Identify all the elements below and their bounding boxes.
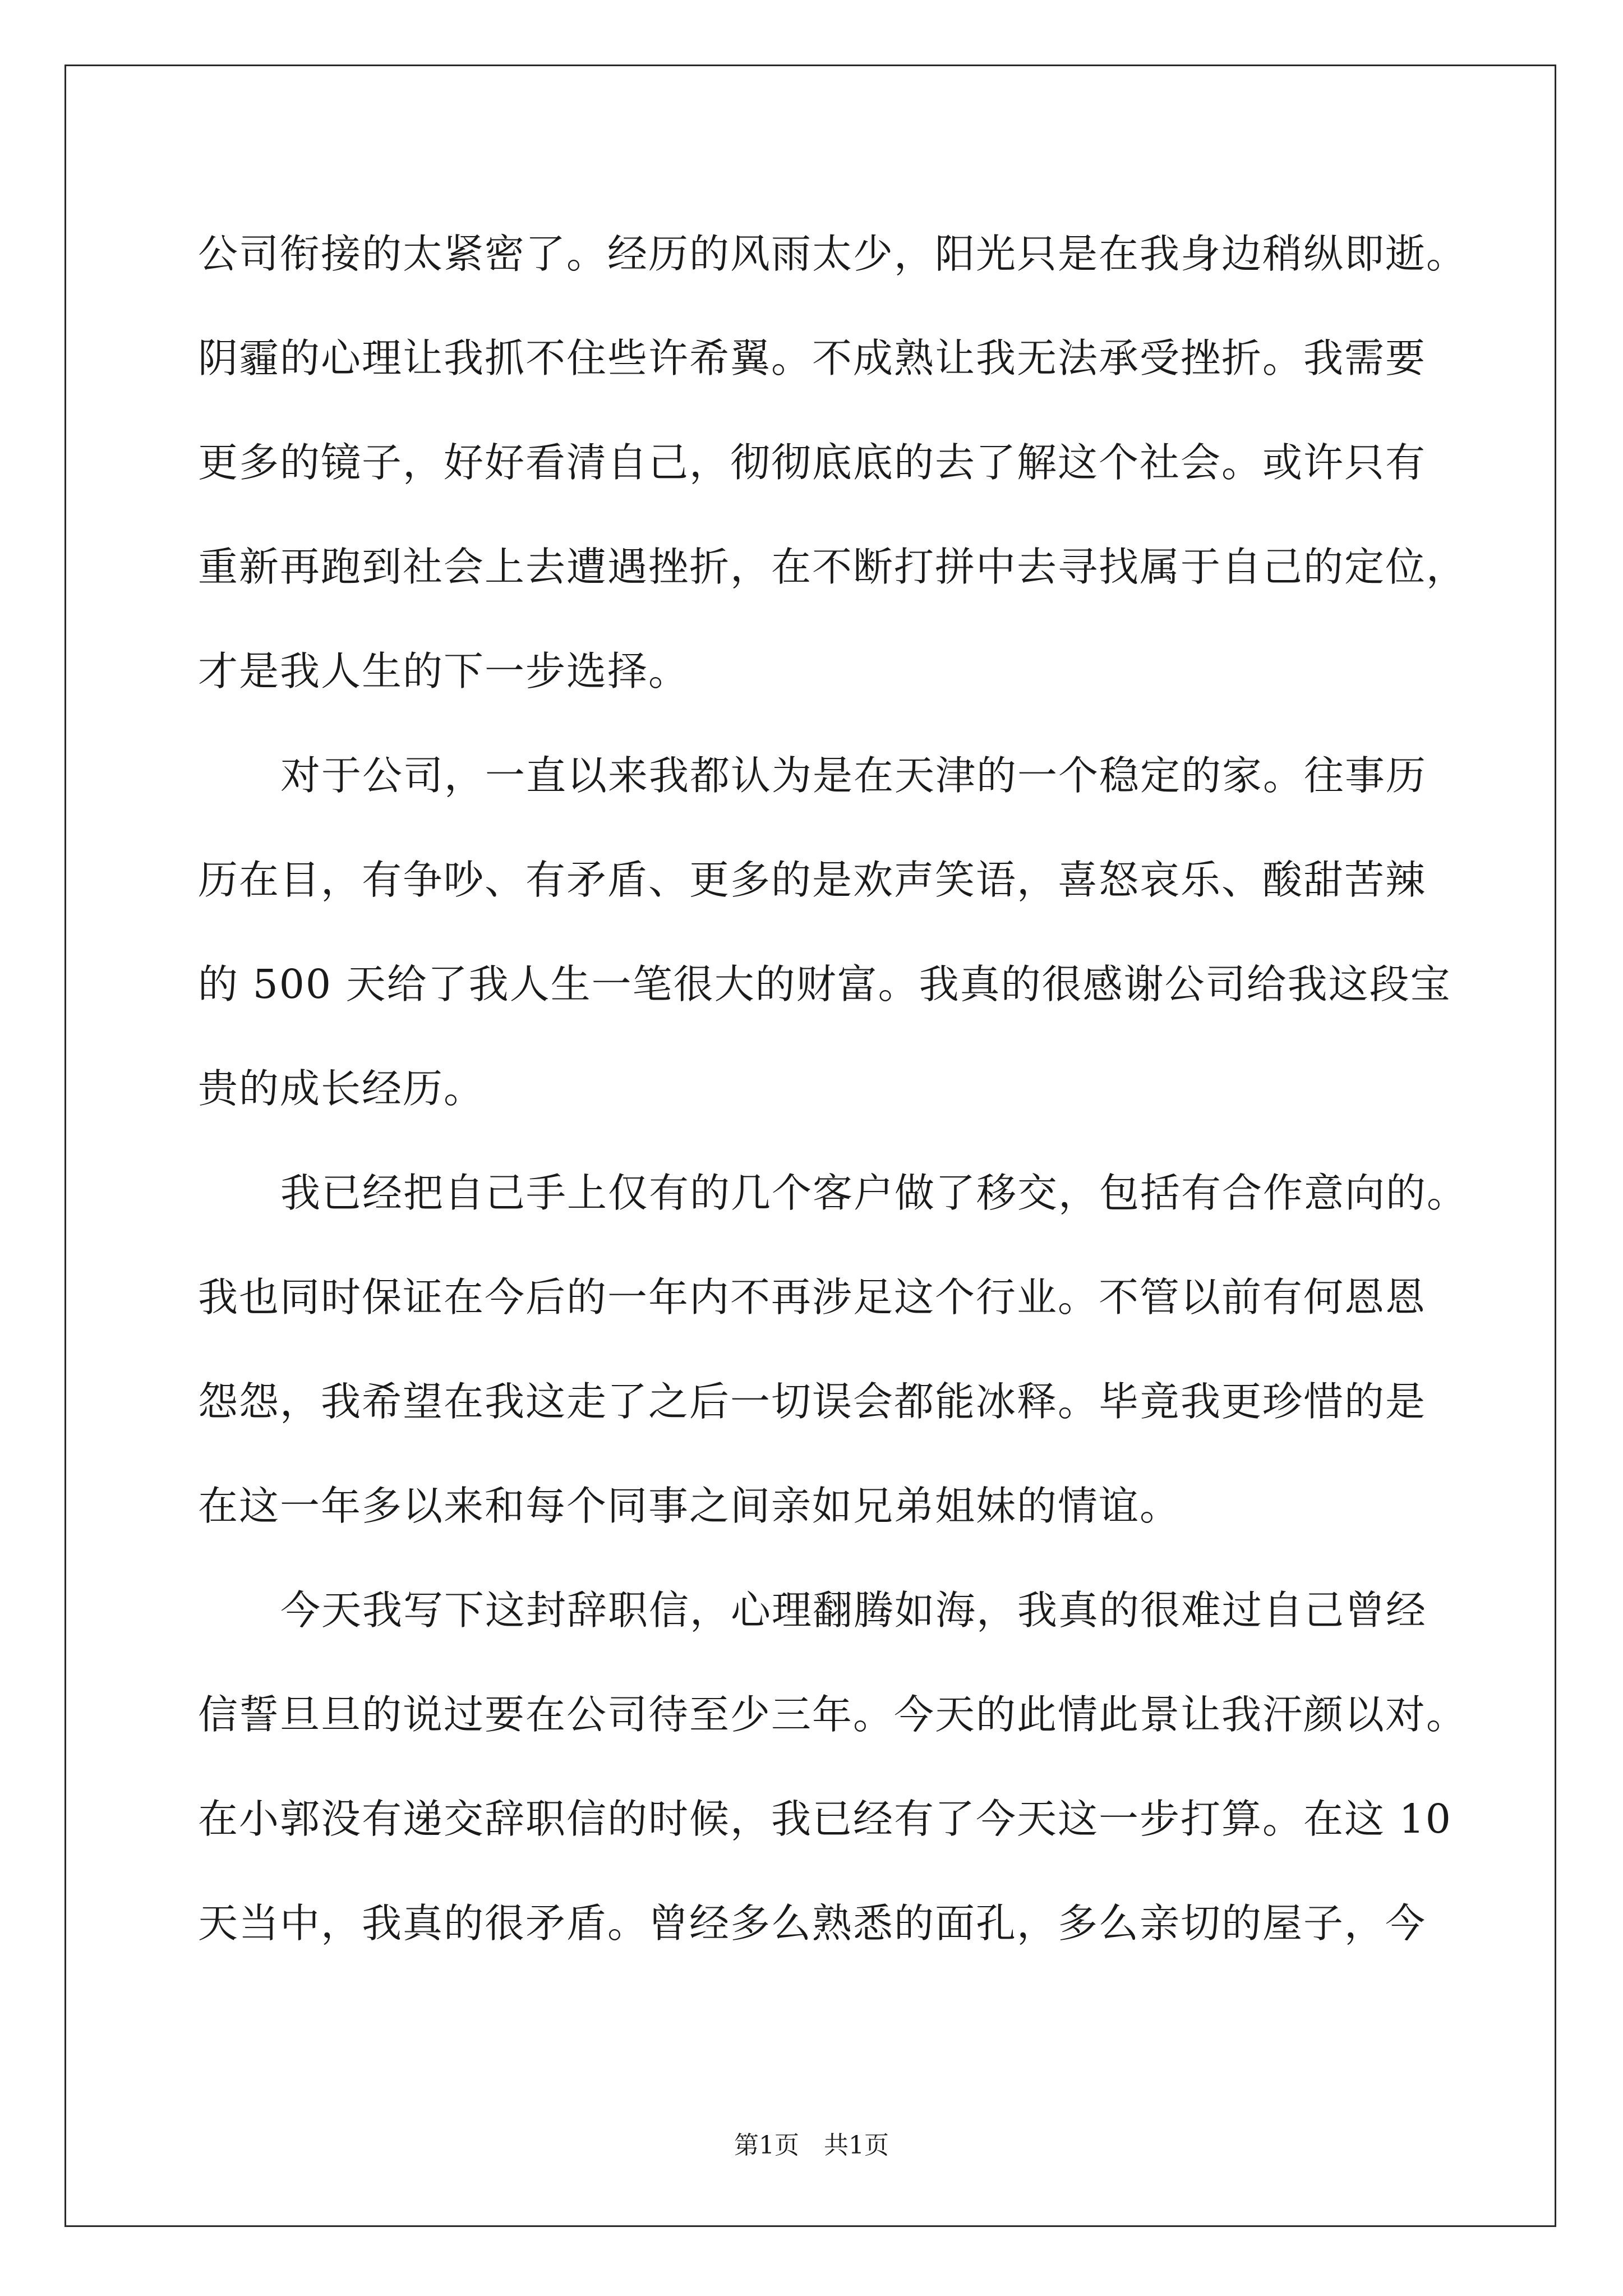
text-line: 才是我人生的下一步选择。 — [198, 648, 690, 694]
text-line: 历在目，有争吵、有矛盾、更多的是欢声笑语，喜怒哀乐、酸甜苦辣 — [198, 857, 1427, 903]
paragraph-1 — [198, 202, 1468, 724]
text-line: 天当中，我真的很矛盾。曾经多么熟悉的面孔，多么亲切的屋子，今 — [198, 1900, 1427, 1947]
text-line: 在这一年多以来和每个同事之间亲如兄弟姐妹的情谊。 — [198, 1483, 1181, 1529]
text-line: 在小郭没有递交辞职信的时候，我已经有了今天这一步打算。在这 10 — [198, 1796, 1452, 1842]
text-line: 对于公司，一直以来我都认为是在天津的一个稳定的家。往事历 — [280, 752, 1427, 799]
text-line: 我已经把自己手上仅有的几个客户做了移交，包括有合作意向的。 — [280, 1170, 1468, 1216]
text-line: 阴霾的心理让我抓不住些许希翼。不成熟让我无法承受挫折。我需要 — [198, 335, 1427, 381]
paragraph-4 — [198, 1558, 1468, 1976]
text-line: 信誓旦旦的说过要在公司待至少三年。今天的此情此景让我汗颜以对。 — [198, 1691, 1468, 1738]
paragraph-3 — [198, 1141, 1468, 1558]
text-line: 我也同时保证在今后的一年内不再涉足这个行业。不管以前有何恩恩 — [198, 1274, 1427, 1320]
text-line: 的 500 天给了我人生一笔很大的财富。我真的很感谢公司给我这段宝 — [198, 961, 1451, 1007]
text-line: 更多的镜子，好好看清自己，彻彻底底的去了解这个社会。或许只有 — [198, 439, 1427, 486]
text-line: 公司衔接的太紧密了。经历的风雨太少，阳光只是在我身边稍纵即逝。 — [198, 231, 1468, 277]
paragraph-2 — [198, 724, 1449, 1141]
text-line: 贵的成长经历。 — [198, 1065, 485, 1112]
text-line: 怨怨，我希望在我这走了之后一切误会都能冰释。毕竟我更珍惜的是 — [198, 1378, 1427, 1425]
text-line: 今天我写下这封辞职信，心理翻腾如海，我真的很难过自己曾经 — [280, 1587, 1427, 1634]
document-body — [198, 202, 1468, 1976]
page-number-footer: 第1页 共1页 — [734, 2131, 889, 2160]
text-line: 重新再跑到社会上去遭遇挫折，在不断打拼中去寻找属于自己的定位， — [198, 544, 1468, 590]
